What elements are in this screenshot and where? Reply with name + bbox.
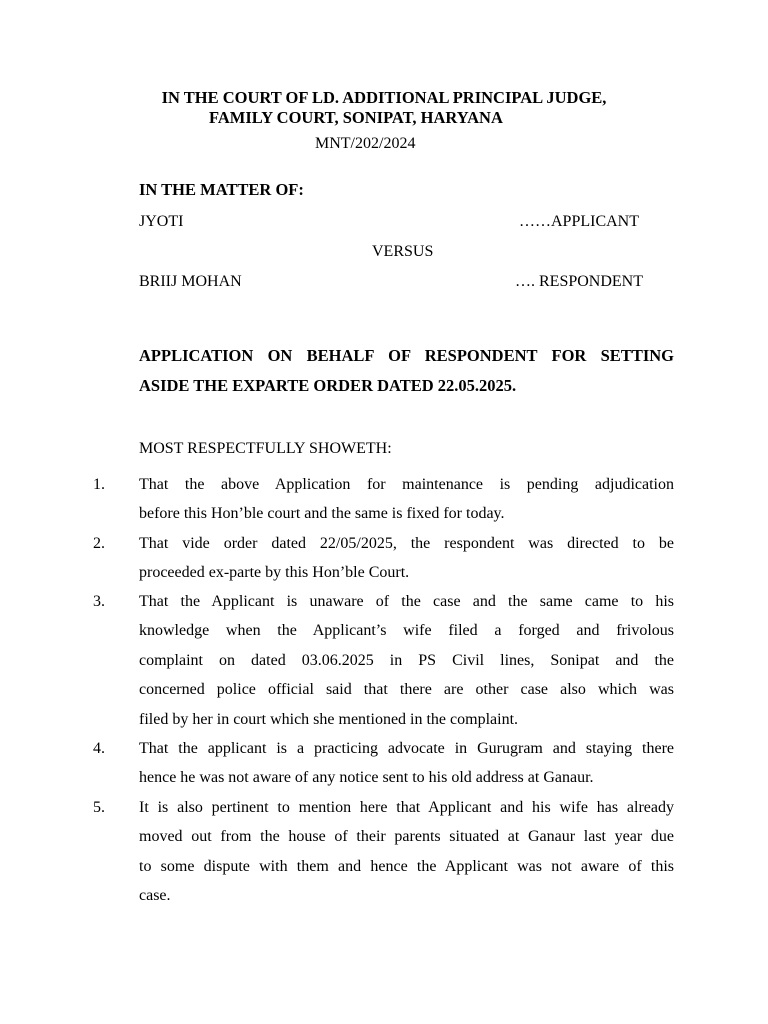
paragraph-line: to some dispute with them and hence the Applicant was not aware of this bbox=[139, 857, 674, 875]
paragraph-line: before this Hon’ble court and the same is fixed for today. bbox=[139, 505, 505, 523]
paragraph-number: 2. bbox=[93, 535, 105, 552]
versus-label: VERSUS bbox=[372, 243, 434, 260]
paragraph-line: hence he was not aware of any notice sent to his old address at Ganaur. bbox=[139, 769, 594, 787]
applicant-role: ……APPLICANT bbox=[519, 213, 640, 230]
paragraph-text bbox=[139, 470, 674, 529]
court-name-line-2: FAMILY COURT, SONIPAT, HARYANA bbox=[209, 108, 503, 127]
paragraph-text bbox=[139, 793, 674, 911]
paragraph-number: 1. bbox=[93, 476, 105, 493]
applicant-name: JYOTI bbox=[139, 213, 184, 230]
paragraph-number: 3. bbox=[93, 593, 105, 610]
paragraph-line: That vide order dated 22/05/2025, the respondent was directed to be bbox=[139, 535, 674, 552]
matter-heading: IN THE MATTER OF: bbox=[139, 180, 304, 199]
court-name-line-1: IN THE COURT OF LD. ADDITIONAL PRINCIPAL JUDGE, bbox=[161, 88, 607, 107]
application-title-line-2: ASIDE THE EXPARTE ORDER DATED 22.05.2025. bbox=[139, 376, 517, 395]
paragraph-line: That the Applicant is unaware of the case and the same came to his bbox=[139, 593, 674, 610]
showeth-heading: MOST RESPECTFULLY SHOWETH: bbox=[139, 440, 392, 457]
paragraph-number: 5. bbox=[93, 799, 105, 816]
application-title-line-1: APPLICATION ON BEHALF OF RESPONDENT FOR SETTING bbox=[139, 346, 674, 365]
paragraph-text bbox=[139, 587, 674, 734]
respondent-role: …. RESPONDENT bbox=[515, 273, 644, 290]
paragraph-line: complaint on dated 03.06.2025 in PS Civil lines, Sonipat and the bbox=[139, 651, 674, 669]
case-number: MNT/202/2024 bbox=[315, 135, 416, 152]
paragraph-number: 4. bbox=[93, 740, 105, 757]
paragraph-line: concerned police official said that there are other case also which was bbox=[139, 681, 674, 699]
paragraph-line: filed by her in court which she mentioned in the complaint. bbox=[139, 710, 519, 728]
paragraph-line: That the applicant is a practicing advocate in Gurugram and staying there bbox=[139, 740, 674, 757]
paragraph-line: proceeded ex-parte by this Hon’ble Court. bbox=[139, 564, 410, 582]
paragraph-line: knowledge when the Applicant’s wife filed a forged and frivolous bbox=[139, 622, 674, 640]
paragraph-line: case. bbox=[139, 887, 171, 905]
respondent-name: BRIIJ MOHAN bbox=[139, 273, 242, 290]
paragraph-text bbox=[139, 529, 674, 588]
paragraph-line: That the above Application for maintenance is pending adjudication bbox=[139, 476, 674, 493]
paragraph-text bbox=[139, 734, 674, 793]
paragraph-line: It is also pertinent to mention here that Applicant and his wife has already bbox=[139, 799, 674, 816]
paragraph-line: moved out from the house of their parents situated at Ganaur last year due bbox=[139, 828, 674, 846]
